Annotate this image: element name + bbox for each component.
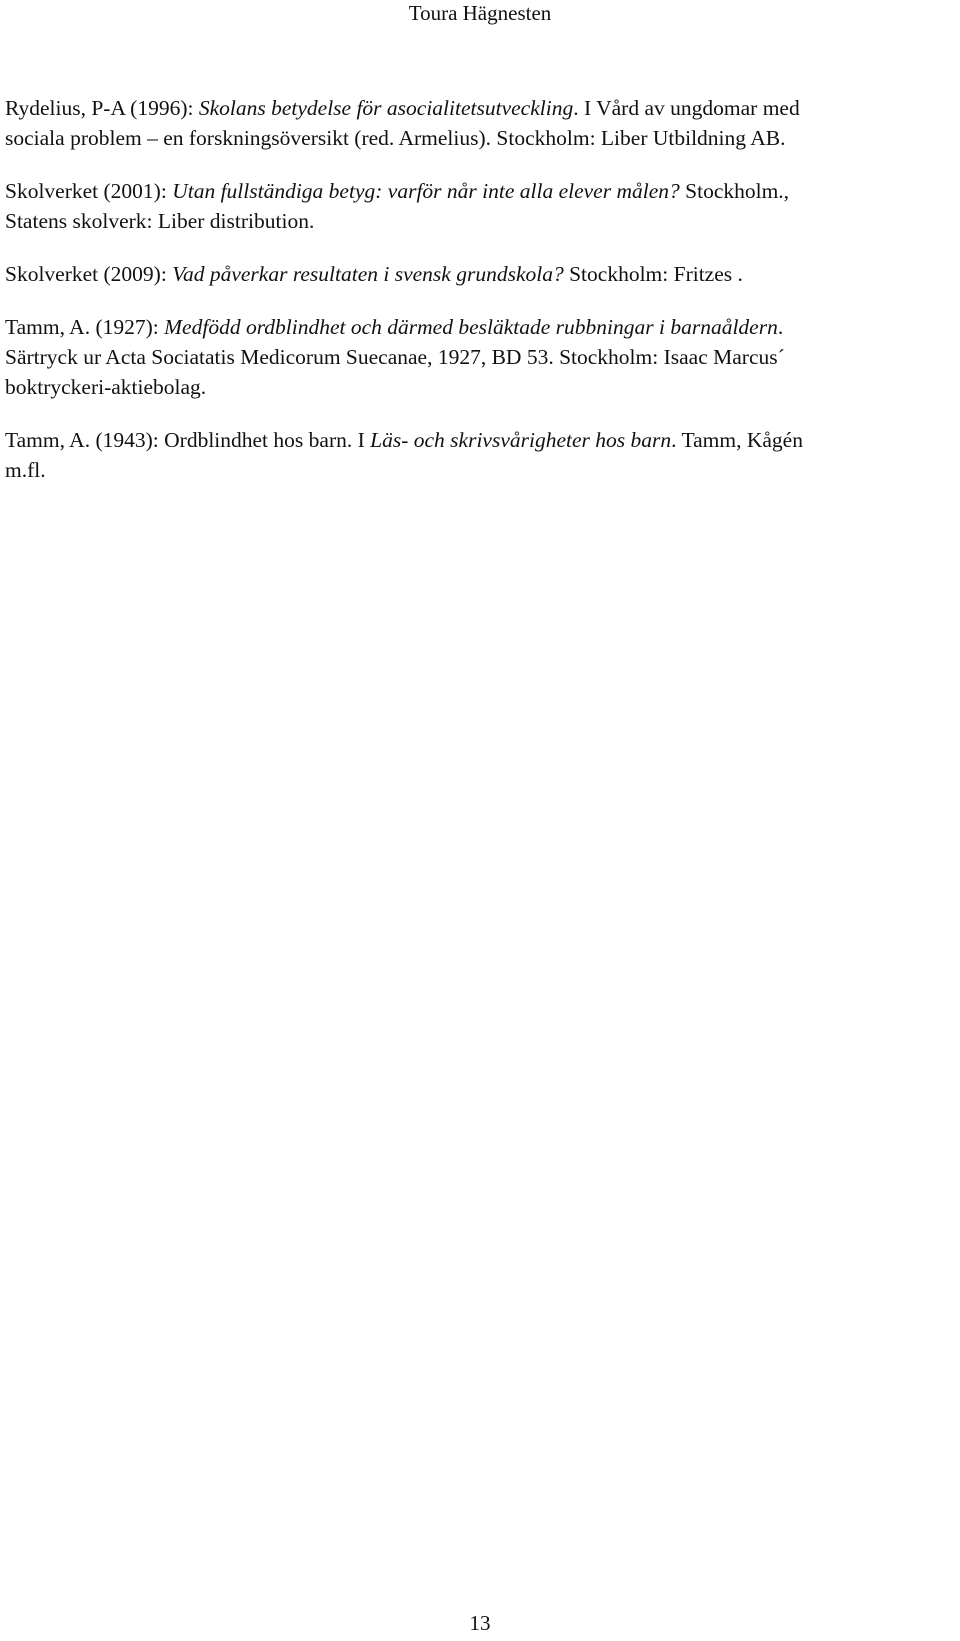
reference-line: m.fl.	[5, 458, 46, 482]
reference-skolverket-2009	[5, 259, 960, 289]
reference-line: Tamm, A. (1943): Ordblindhet hos barn. I Läs- och skrivsvårigheter hos barn. Tamm, Kågén	[5, 428, 803, 452]
reference-line: Skolverket (2009): Vad påverkar resultaten i svensk grundskola? Stockholm: Fritzes .	[5, 262, 743, 286]
running-head: Toura Hägnesten	[408, 1, 552, 25]
page-number: 13	[469, 1611, 491, 1635]
reference-line: Tamm, A. (1927): Medfödd ordblindhet och därmed besläktade rubbningar i barnaåldern.	[5, 315, 784, 339]
reference-line: Skolverket (2001): Utan fullständiga betyg: varför når inte alla elever målen? Stockholm.,	[5, 179, 790, 203]
reference-skolverket-2001	[5, 176, 960, 236]
reference-line: Särtryck ur Acta Sociatatis Medicorum Suecanae, 1927, BD 53. Stockholm: Isaac Marcus´	[5, 345, 785, 369]
reference-line: Statens skolverk: Liber distribution.	[5, 209, 315, 233]
reference-tamm-1927	[5, 312, 960, 402]
reference-line: boktryckeri-aktiebolag.	[5, 375, 207, 399]
reference-line: sociala problem – en forskningsöversikt (red. Armelius). Stockholm: Liber Utbildning AB.	[5, 126, 786, 150]
reference-line: Rydelius, P-A (1996): Skolans betydelse för asocialitetsutveckling. I Vård av ungdomar med	[5, 96, 800, 120]
reference-tamm-1943	[5, 425, 960, 485]
reference-list	[0, 93, 960, 508]
reference-rydelius-1996	[5, 93, 960, 153]
